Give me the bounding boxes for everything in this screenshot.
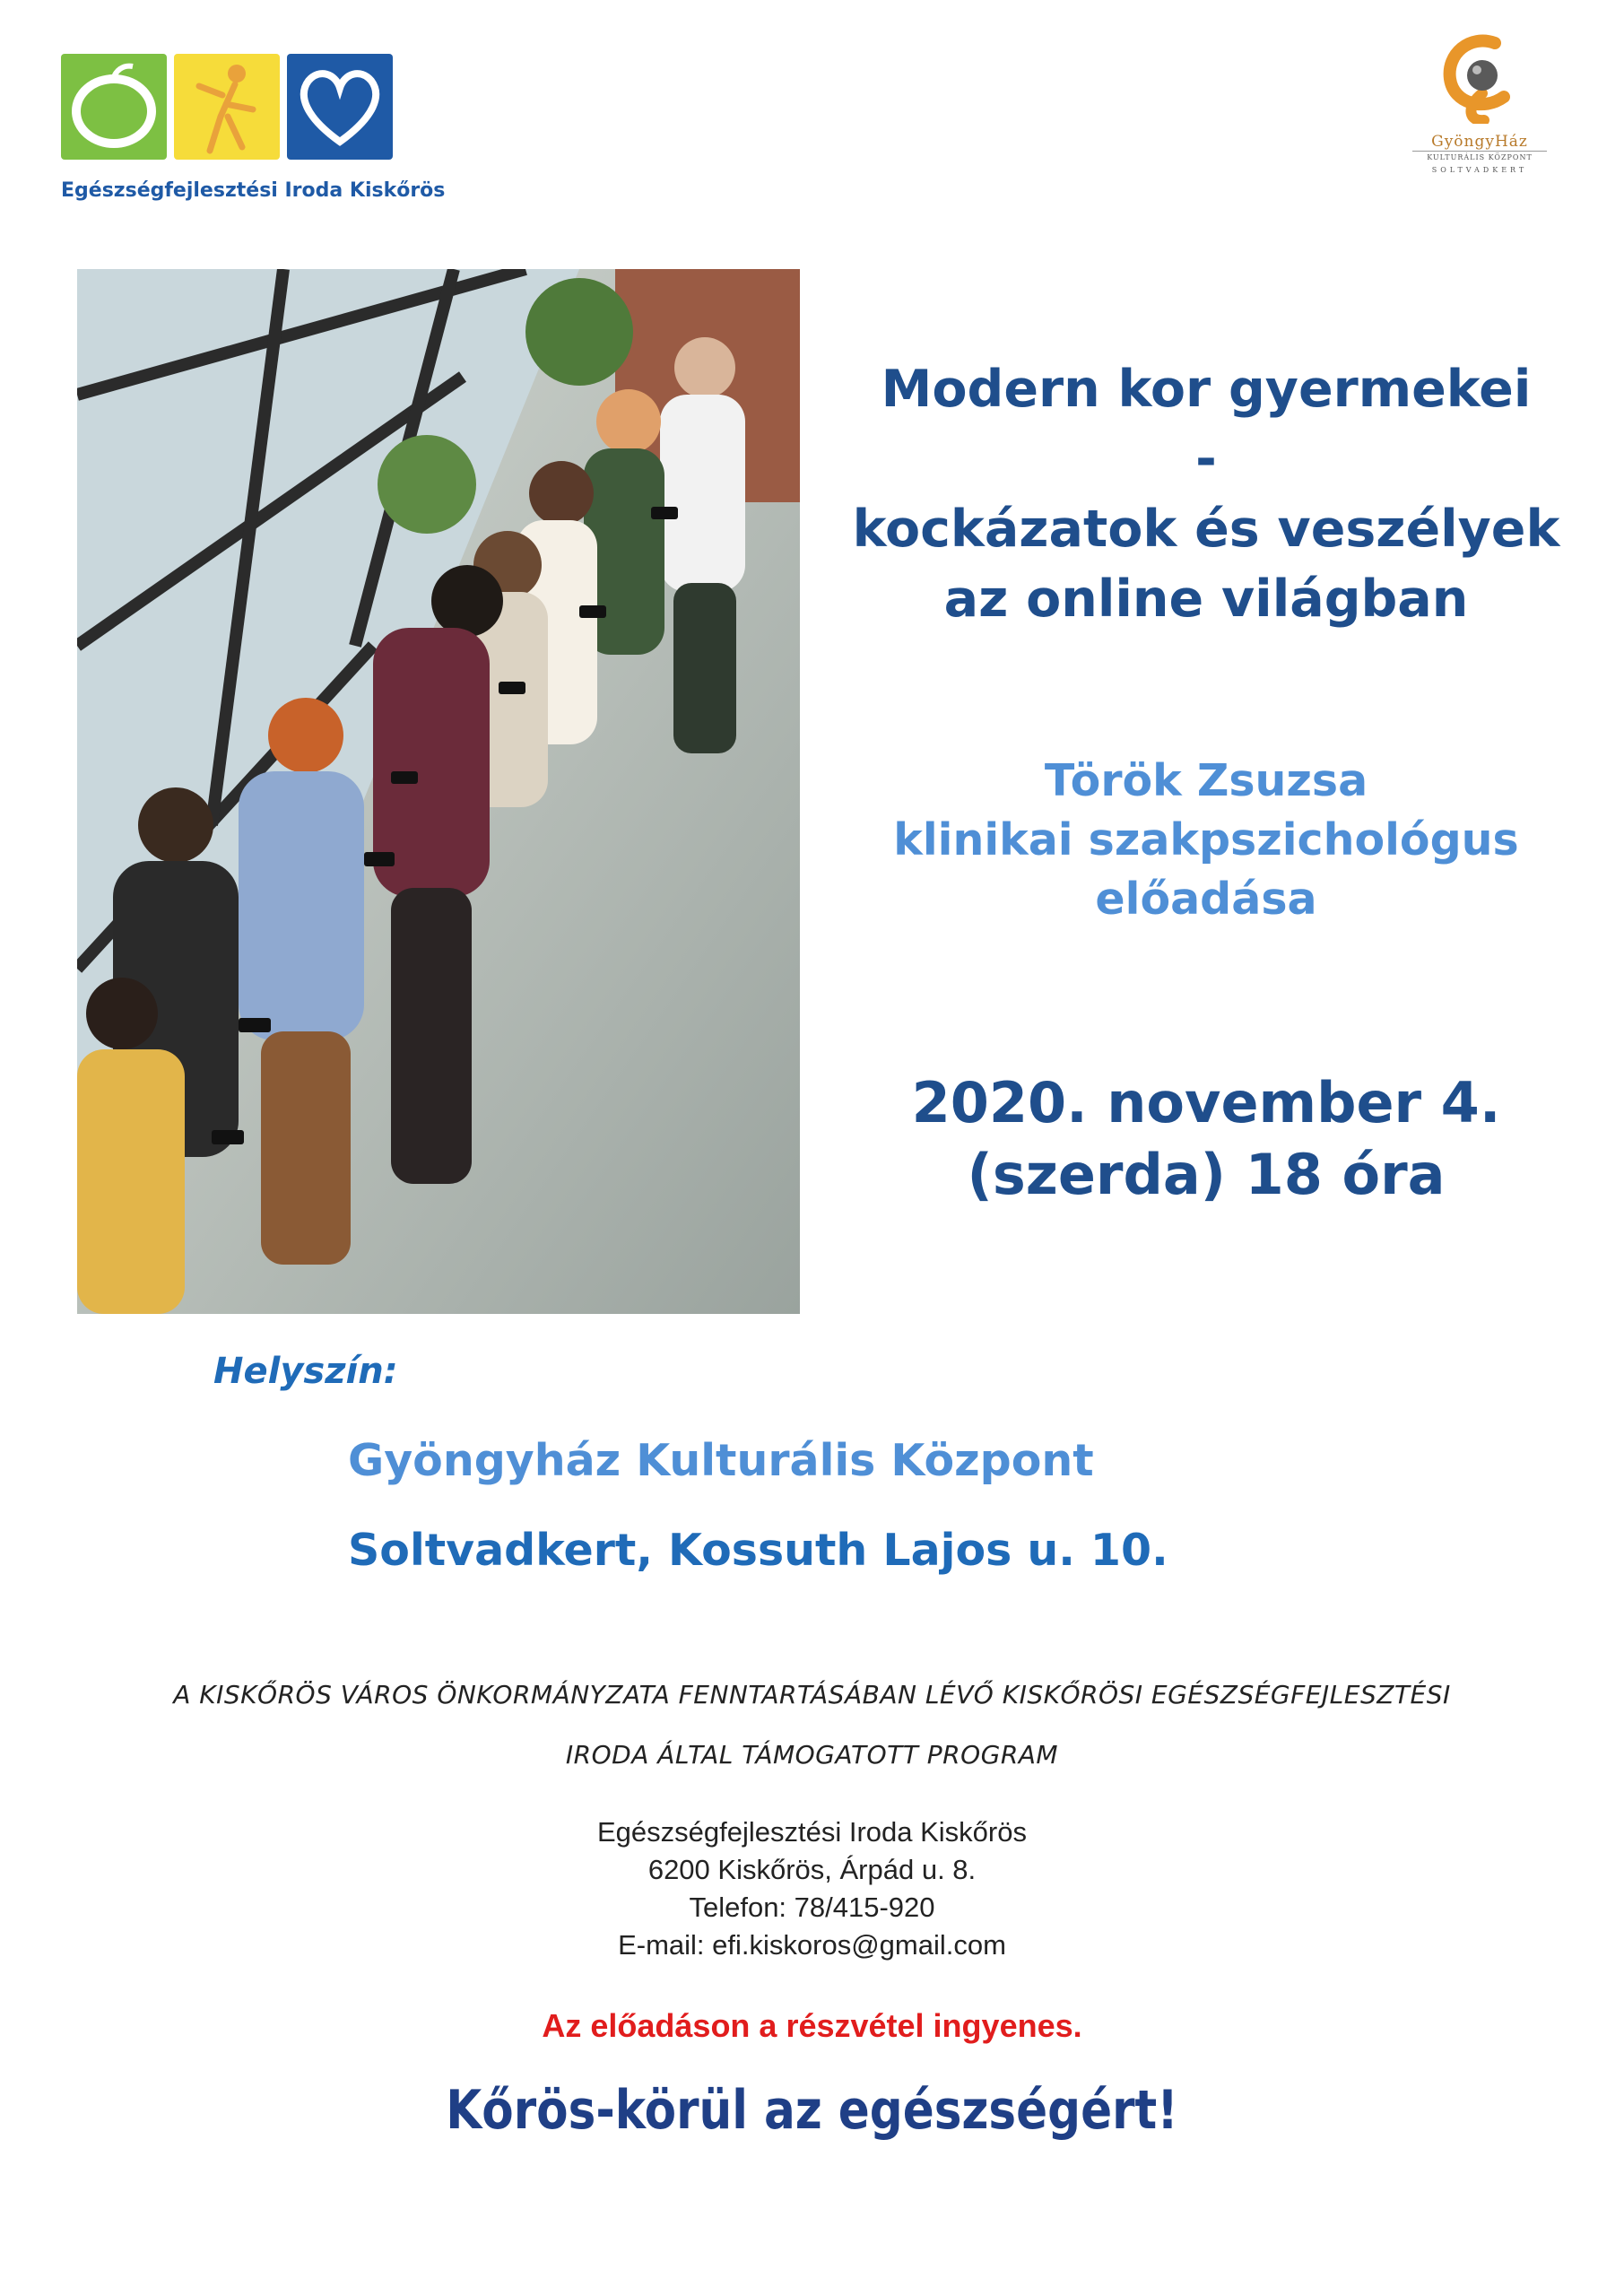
logo-caption: Egészségfejlesztési Iroda Kiskőrös	[61, 179, 446, 202]
date-line: 2020. november 4.	[911, 1070, 1501, 1135]
free-entry-notice: Az előadáson a részvétel ingyenes.	[542, 2007, 1082, 2044]
event-title	[821, 354, 1592, 634]
health-office-logo	[61, 54, 446, 215]
venue-name: Gyöngyház Kulturális Központ	[348, 1435, 1094, 1486]
title-line: kockázatok és veszélyek	[852, 500, 1560, 559]
title-line: az online világban	[943, 570, 1469, 629]
heart-icon	[287, 54, 393, 160]
gyongyhaz-city: SOLTVADKERT	[1431, 166, 1528, 174]
gyongyhaz-subtitle: KULTURÁLIS KÖZPONT	[1412, 151, 1547, 161]
contact-block	[0, 1813, 1624, 1964]
apple-icon	[61, 54, 167, 160]
speaker-presentation: előadása	[1095, 874, 1317, 925]
support-line-1: A KISKŐRÖS VÁROS ÖNKORMÁNYZATA FENNTARTÁSÁBAN LÉVŐ KISKŐRÖSI EGÉSZSÉGFEJLESZTÉSI	[173, 1680, 1451, 1709]
title-line: Modern kor gyermekei	[881, 360, 1532, 419]
person-icon	[174, 54, 280, 160]
venue-label: Helyszín:	[213, 1351, 398, 1392]
contact-email: E-mail: efi.kiskoros@gmail.com	[618, 1929, 1006, 1961]
speaker-info	[821, 752, 1592, 929]
speaker-name: Török Zsuzsa	[1044, 755, 1368, 806]
contact-org: Egészségfejlesztési Iroda Kiskőrös	[596, 1816, 1027, 1848]
slogan: Kőrös-körül az egészségért!	[446, 2079, 1178, 2142]
gyongyhaz-name: GyöngyHáz	[1431, 133, 1528, 151]
time-line: (szerda) 18 óra	[967, 1142, 1446, 1207]
venue-address: Soltvadkert, Kossuth Lajos u. 10.	[348, 1525, 1168, 1576]
logo-tiles	[61, 54, 402, 160]
speaker-role: klinikai szakpszichológus	[893, 814, 1519, 865]
contact-address: 6200 Kiskőrös, Árpád u. 8.	[647, 1854, 977, 1885]
pearl-icon	[1430, 34, 1529, 124]
event-date	[821, 1067, 1592, 1211]
people-with-phones-photo	[77, 269, 800, 1314]
contact-phone: Telefon: 78/415-920	[689, 1892, 935, 1923]
title-line: -	[1195, 430, 1217, 489]
gyongyhaz-logo	[1412, 34, 1547, 196]
support-line-2: IRODA ÁLTAL TÁMOGATOTT PROGRAM	[565, 1740, 1059, 1770]
